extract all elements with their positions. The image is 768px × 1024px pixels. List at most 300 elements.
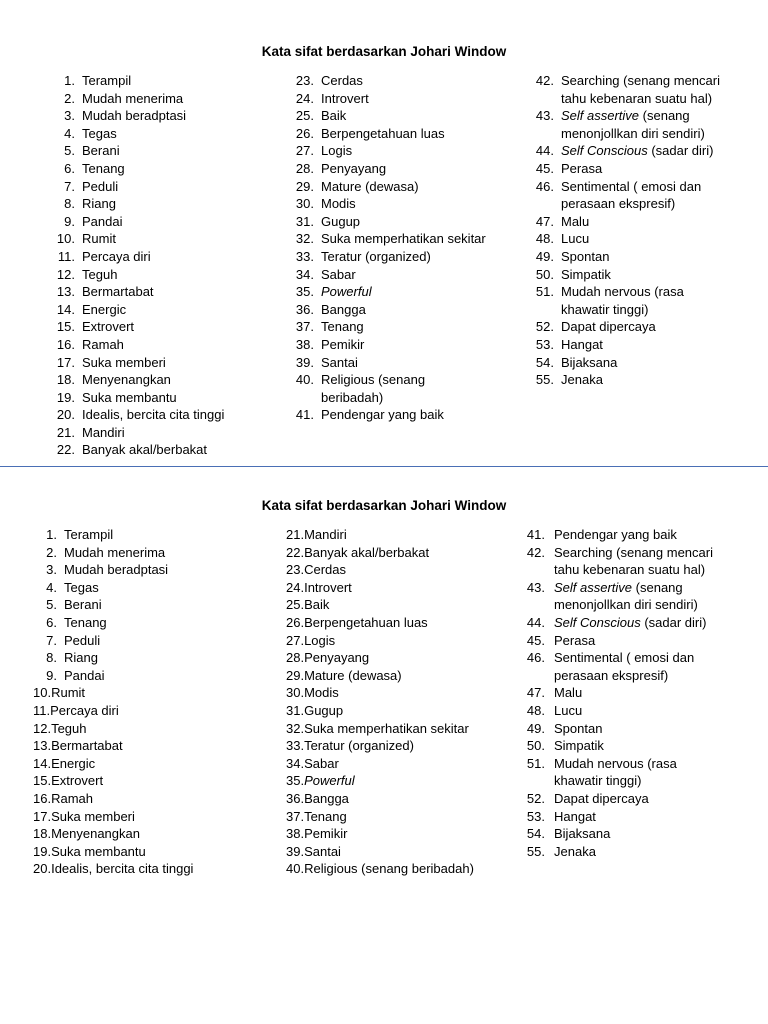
list-item bbox=[51, 266, 251, 284]
item-number: 19. bbox=[56, 389, 75, 405]
item-text: Pendengar yang baik bbox=[554, 527, 677, 542]
item-number: 14. bbox=[33, 755, 52, 771]
item-text: Gugup bbox=[321, 213, 361, 229]
item-number: 46. bbox=[535, 178, 554, 194]
item-text: Peduli bbox=[64, 632, 101, 648]
item-number: 31. bbox=[286, 702, 305, 718]
item-number: 39. bbox=[286, 843, 305, 859]
item-text bbox=[304, 773, 355, 788]
item-text: Cerdas bbox=[304, 562, 346, 578]
list-item bbox=[51, 107, 251, 125]
list-item bbox=[290, 90, 490, 108]
list-item bbox=[290, 142, 490, 160]
list-item bbox=[286, 632, 506, 650]
list-item bbox=[286, 825, 506, 843]
item-number: 27. bbox=[286, 632, 305, 648]
list-item bbox=[33, 684, 248, 702]
item-text: Suka memberi bbox=[51, 808, 135, 824]
list-item bbox=[530, 266, 730, 284]
item-text: Riang bbox=[82, 196, 116, 212]
item-number: 11. bbox=[33, 702, 51, 718]
list-item bbox=[51, 336, 251, 354]
list-item bbox=[286, 860, 506, 878]
item-text: Bijaksana bbox=[554, 826, 611, 842]
item-number: 17. bbox=[56, 354, 75, 370]
list-item bbox=[286, 544, 506, 562]
list-item bbox=[520, 808, 715, 826]
item-number: 22. bbox=[56, 442, 75, 458]
item-text: Menyenangkan bbox=[82, 372, 171, 388]
item-text: Mature (dewasa) bbox=[304, 667, 402, 683]
item-number: 46. bbox=[526, 650, 545, 666]
item-text: Bijaksana bbox=[561, 354, 618, 370]
list-item bbox=[530, 160, 730, 178]
item-text: Baik bbox=[304, 597, 330, 613]
item-number: 3. bbox=[46, 562, 57, 578]
item-text: Mudah nervous (rasa khawatir tinggi) bbox=[554, 755, 677, 789]
item-text: Extrovert bbox=[82, 319, 135, 335]
list-item bbox=[290, 266, 490, 284]
list-item bbox=[530, 371, 730, 389]
item-number: 23. bbox=[286, 562, 305, 578]
list-item bbox=[520, 684, 715, 702]
list-item bbox=[286, 790, 506, 808]
item-text bbox=[530, 142, 730, 160]
item-number: 33. bbox=[295, 248, 314, 264]
list-item bbox=[290, 301, 490, 319]
item-text-italic: Powerful bbox=[321, 284, 372, 300]
list-item bbox=[290, 125, 490, 143]
list-item bbox=[33, 825, 248, 843]
list-item bbox=[51, 406, 251, 424]
item-text: Religious (senang beribadah) bbox=[304, 861, 474, 877]
item-number: 45. bbox=[526, 632, 545, 648]
list-item bbox=[530, 283, 730, 318]
item-number: 30. bbox=[295, 196, 314, 212]
list-2-column-2 bbox=[286, 526, 506, 878]
item-number: 13. bbox=[33, 738, 52, 754]
list-item bbox=[33, 667, 248, 685]
list-item bbox=[290, 283, 490, 301]
item-text: Percaya diri bbox=[82, 248, 151, 264]
list-item bbox=[51, 301, 251, 319]
list-item bbox=[286, 808, 506, 826]
item-number: 36. bbox=[295, 301, 314, 317]
item-number: 26. bbox=[295, 125, 314, 141]
list-item bbox=[286, 684, 506, 702]
list-item bbox=[33, 737, 248, 755]
item-number: 49. bbox=[535, 248, 554, 264]
item-number: 27. bbox=[295, 143, 314, 159]
item-text: Spontan bbox=[561, 248, 610, 264]
item-text: Ramah bbox=[51, 790, 93, 806]
item-number: 40. bbox=[295, 372, 314, 388]
list-item bbox=[33, 755, 248, 773]
item-number: 1. bbox=[46, 527, 57, 542]
list-1-column-2 bbox=[290, 72, 490, 424]
item-text: Idealis, bercita cita tinggi bbox=[51, 861, 194, 877]
item-number: 35. bbox=[286, 773, 305, 789]
item-number: 32. bbox=[295, 231, 314, 247]
item-text: Extrovert bbox=[51, 773, 104, 789]
item-text: Suka memberi bbox=[82, 354, 166, 370]
list-item bbox=[33, 526, 248, 544]
item-text: Teguh bbox=[51, 720, 87, 736]
item-text: Berani bbox=[64, 597, 102, 613]
item-number: 10. bbox=[33, 685, 52, 701]
item-number: 44. bbox=[535, 143, 554, 159]
item-number: 44. bbox=[526, 614, 545, 630]
item-text: Bangga bbox=[304, 790, 349, 806]
item-text: Pendengar yang baik bbox=[321, 407, 444, 423]
page-divider bbox=[0, 466, 768, 467]
list-item bbox=[33, 702, 248, 720]
item-text: Spontan bbox=[554, 720, 603, 736]
item-text: Tenang bbox=[304, 808, 347, 824]
item-text bbox=[520, 614, 715, 632]
item-number: 6. bbox=[46, 614, 57, 630]
item-text: Modis bbox=[321, 196, 356, 212]
item-number: 37. bbox=[295, 319, 314, 335]
item-text: Energic bbox=[82, 301, 127, 317]
item-number: 7. bbox=[46, 632, 57, 648]
item-number: 25. bbox=[286, 597, 305, 613]
list-item bbox=[33, 790, 248, 808]
list-item bbox=[530, 107, 730, 142]
item-number: 28. bbox=[286, 650, 305, 666]
item-text: Introvert bbox=[321, 90, 369, 106]
item-text: Dapat dipercaya bbox=[561, 319, 656, 335]
list-item bbox=[286, 526, 506, 544]
item-text: Logis bbox=[304, 632, 336, 648]
list-item bbox=[520, 843, 715, 861]
list-item bbox=[520, 755, 715, 790]
item-text: Modis bbox=[304, 685, 339, 701]
item-number: 2. bbox=[64, 90, 75, 106]
item-text: Lucu bbox=[554, 702, 583, 718]
list-item bbox=[530, 213, 730, 231]
item-number: 9. bbox=[46, 667, 57, 683]
list-item bbox=[530, 354, 730, 372]
item-number: 18. bbox=[56, 372, 75, 388]
list-item bbox=[520, 790, 715, 808]
item-text: Berpengetahuan luas bbox=[304, 614, 428, 630]
item-text-italic: Powerful bbox=[304, 773, 355, 789]
list-item bbox=[286, 720, 506, 738]
item-text: Mudah beradptasi bbox=[82, 108, 187, 124]
item-text: Terampil bbox=[64, 527, 114, 542]
section-1-title: Kata sifat berdasarkan Johari Window bbox=[261, 44, 507, 59]
item-number: 31. bbox=[295, 213, 314, 229]
list-1-column-3 bbox=[530, 72, 730, 389]
item-text: Mudah menerima bbox=[64, 544, 166, 560]
item-text: Terampil bbox=[82, 73, 132, 88]
item-number: 12. bbox=[56, 266, 75, 282]
item-text: Suka memperhatikan sekitar bbox=[304, 720, 469, 736]
item-number: 4. bbox=[64, 125, 75, 141]
list-item bbox=[51, 248, 251, 266]
item-number: 40. bbox=[286, 861, 305, 877]
item-number: 7. bbox=[64, 178, 75, 194]
list-item bbox=[51, 424, 251, 442]
item-text: Teguh bbox=[82, 266, 118, 282]
list-item bbox=[530, 230, 730, 248]
item-number: 18. bbox=[33, 826, 52, 842]
list-item bbox=[290, 406, 490, 424]
item-number: 38. bbox=[295, 336, 314, 352]
item-number: 54. bbox=[535, 354, 554, 370]
list-item bbox=[286, 614, 506, 632]
item-text: Simpatik bbox=[554, 738, 604, 754]
item-text: Hangat bbox=[554, 808, 596, 824]
item-text: Mandiri bbox=[82, 424, 125, 440]
item-number: 21. bbox=[56, 424, 75, 440]
list-item bbox=[290, 354, 490, 372]
item-text-rest: (senang menonjollkan diri sendiri) bbox=[554, 579, 698, 613]
list-item bbox=[51, 72, 251, 90]
list-item bbox=[520, 614, 715, 632]
item-text: Bermartabat bbox=[82, 284, 154, 300]
list-item bbox=[33, 860, 248, 878]
list-item bbox=[286, 772, 506, 790]
item-number: 45. bbox=[535, 160, 554, 176]
list-item bbox=[286, 843, 506, 861]
item-number: 53. bbox=[526, 808, 545, 824]
item-text: Idealis, bercita cita tinggi bbox=[82, 407, 225, 423]
item-number: 4. bbox=[46, 579, 57, 595]
list-item bbox=[33, 720, 248, 738]
item-text: Banyak akal/berbakat bbox=[304, 544, 430, 560]
item-text: Berani bbox=[82, 143, 120, 159]
item-number: 47. bbox=[535, 213, 554, 229]
item-number: 33. bbox=[286, 738, 305, 754]
item-number: 38. bbox=[286, 826, 305, 842]
list-item bbox=[520, 544, 715, 579]
item-text: Bangga bbox=[321, 301, 366, 317]
list-item bbox=[290, 72, 490, 90]
item-text: Dapat dipercaya bbox=[554, 790, 649, 806]
list-item bbox=[51, 389, 251, 407]
item-text: Logis bbox=[321, 143, 353, 159]
list-item bbox=[290, 178, 490, 196]
item-number: 29. bbox=[286, 667, 305, 683]
item-text: Perasa bbox=[554, 632, 596, 648]
item-text: Ramah bbox=[82, 336, 124, 352]
item-number: 53. bbox=[535, 336, 554, 352]
item-number: 19. bbox=[33, 843, 52, 859]
list-item bbox=[520, 825, 715, 843]
item-text: Banyak akal/berbakat bbox=[82, 442, 208, 458]
item-text: Pemikir bbox=[304, 826, 348, 842]
list-item bbox=[33, 544, 248, 562]
item-number: 36. bbox=[286, 790, 305, 806]
item-text-italic: Self assertive bbox=[554, 579, 633, 595]
list-item bbox=[51, 318, 251, 336]
item-text bbox=[290, 283, 490, 301]
item-number: 9. bbox=[64, 213, 75, 229]
list-item bbox=[290, 248, 490, 266]
item-number: 21. bbox=[286, 527, 305, 542]
item-text: Mudah beradptasi bbox=[64, 562, 169, 578]
item-number: 32. bbox=[286, 720, 305, 736]
item-text-italic: Self Conscious bbox=[561, 143, 648, 159]
item-number: 17. bbox=[33, 808, 52, 824]
list-item bbox=[530, 336, 730, 354]
list-item bbox=[520, 737, 715, 755]
item-number: 50. bbox=[526, 738, 545, 754]
item-number: 6. bbox=[64, 160, 75, 176]
list-item bbox=[520, 526, 715, 544]
item-text: Suka membantu bbox=[51, 843, 146, 859]
item-text: Suka memperhatikan sekitar bbox=[321, 231, 486, 247]
item-text: Suka membantu bbox=[82, 389, 177, 405]
list-item bbox=[51, 160, 251, 178]
item-text: Teratur (organized) bbox=[304, 738, 414, 754]
item-text: Penyayang bbox=[304, 650, 370, 666]
item-number: 43. bbox=[526, 579, 545, 595]
item-text: Percaya diri bbox=[50, 702, 119, 718]
item-text: Penyayang bbox=[321, 160, 387, 176]
list-item bbox=[286, 755, 506, 773]
item-number: 23. bbox=[295, 73, 314, 88]
item-number: 13. bbox=[56, 284, 75, 300]
item-number: 41. bbox=[526, 527, 545, 542]
item-text: Tenang bbox=[321, 319, 364, 335]
list-item bbox=[51, 90, 251, 108]
item-number: 28. bbox=[295, 160, 314, 176]
item-number: 8. bbox=[64, 196, 75, 212]
item-text-rest: (sadar diri) bbox=[640, 614, 707, 630]
list-item bbox=[51, 142, 251, 160]
list-item bbox=[520, 649, 715, 684]
item-number: 24. bbox=[286, 579, 305, 595]
item-number: 52. bbox=[526, 790, 545, 806]
item-text: Gugup bbox=[304, 702, 344, 718]
item-text: Peduli bbox=[82, 178, 119, 194]
item-text: Religious (senang beribadah) bbox=[321, 372, 426, 405]
item-text: Perasa bbox=[561, 160, 603, 176]
item-number: 48. bbox=[526, 702, 545, 718]
item-number: 30. bbox=[286, 685, 305, 701]
item-number: 14. bbox=[56, 301, 75, 317]
item-number: 16. bbox=[56, 336, 75, 352]
list-item bbox=[33, 843, 248, 861]
list-item bbox=[33, 596, 248, 614]
item-number: 11. bbox=[57, 248, 75, 264]
section-2-title: Kata sifat berdasarkan Johari Window bbox=[261, 498, 507, 513]
list-item bbox=[33, 561, 248, 579]
list-item bbox=[33, 579, 248, 597]
item-number: 2. bbox=[46, 544, 57, 560]
item-text: Tenang bbox=[64, 614, 107, 630]
item-number: 39. bbox=[295, 354, 314, 370]
item-text: Introvert bbox=[304, 579, 352, 595]
list-item bbox=[520, 632, 715, 650]
list-item bbox=[530, 178, 730, 213]
item-number: 51. bbox=[526, 755, 545, 771]
item-text: Energic bbox=[51, 755, 96, 771]
item-text: Simpatik bbox=[561, 266, 611, 282]
item-number: 48. bbox=[535, 231, 554, 247]
list-item bbox=[51, 441, 251, 459]
item-text: Pandai bbox=[64, 667, 105, 683]
item-text: Malu bbox=[561, 213, 590, 229]
item-number: 10. bbox=[56, 231, 75, 247]
list-item bbox=[51, 125, 251, 143]
item-text: Rumit bbox=[82, 231, 116, 247]
item-number: 34. bbox=[286, 755, 305, 771]
item-text: Sentimental ( emosi dan perasaan ekspresif) bbox=[561, 178, 702, 212]
item-number: 52. bbox=[535, 319, 554, 335]
item-text: Bermartabat bbox=[51, 738, 123, 754]
item-text: Tegas bbox=[82, 125, 117, 141]
list-item bbox=[51, 283, 251, 301]
item-number: 35. bbox=[295, 284, 314, 300]
list-item bbox=[530, 248, 730, 266]
item-text: Cerdas bbox=[321, 73, 363, 88]
list-item bbox=[290, 318, 490, 336]
item-text: Jenaka bbox=[561, 372, 603, 388]
item-text: Searching (senang mencari tahu kebenaran suatu hal) bbox=[561, 73, 720, 106]
item-text bbox=[530, 107, 730, 142]
item-text: Mudah menerima bbox=[82, 90, 184, 106]
list-item bbox=[33, 614, 248, 632]
list-item bbox=[51, 213, 251, 231]
list-item bbox=[33, 808, 248, 826]
item-number: 16. bbox=[33, 790, 52, 806]
item-number: 41. bbox=[295, 407, 314, 423]
item-text: Tegas bbox=[64, 579, 99, 595]
item-text: Tenang bbox=[82, 160, 125, 176]
list-item bbox=[33, 772, 248, 790]
list-item bbox=[290, 107, 490, 125]
item-number: 12. bbox=[33, 720, 52, 736]
item-text: Teratur (organized) bbox=[321, 248, 431, 264]
item-number: 1. bbox=[64, 73, 75, 88]
list-item bbox=[33, 649, 248, 667]
item-number: 8. bbox=[46, 650, 57, 666]
list-item bbox=[290, 213, 490, 231]
item-number: 20. bbox=[33, 861, 52, 877]
item-text: Sabar bbox=[304, 755, 339, 771]
list-item bbox=[286, 561, 506, 579]
list-item bbox=[520, 702, 715, 720]
list-item bbox=[520, 579, 715, 614]
item-number: 5. bbox=[46, 597, 57, 613]
list-item bbox=[51, 230, 251, 248]
list-item bbox=[286, 667, 506, 685]
list-item bbox=[530, 318, 730, 336]
list-item bbox=[290, 160, 490, 178]
item-number: 5. bbox=[64, 143, 75, 159]
item-number: 49. bbox=[526, 720, 545, 736]
list-item bbox=[51, 195, 251, 213]
item-number: 51. bbox=[535, 284, 554, 300]
item-text: Santai bbox=[304, 843, 341, 859]
item-number: 42. bbox=[535, 73, 554, 88]
item-number: 37. bbox=[286, 808, 305, 824]
item-number: 34. bbox=[295, 266, 314, 282]
item-text: Mudah nervous (rasa khawatir tinggi) bbox=[561, 284, 684, 317]
item-number: 47. bbox=[526, 685, 545, 701]
item-text bbox=[520, 579, 715, 614]
item-text-italic: Self assertive bbox=[561, 108, 640, 124]
list-item bbox=[286, 702, 506, 720]
item-text: Malu bbox=[554, 685, 583, 701]
item-text: Santai bbox=[321, 354, 358, 370]
list-item bbox=[290, 195, 490, 213]
item-text: Lucu bbox=[561, 231, 590, 247]
